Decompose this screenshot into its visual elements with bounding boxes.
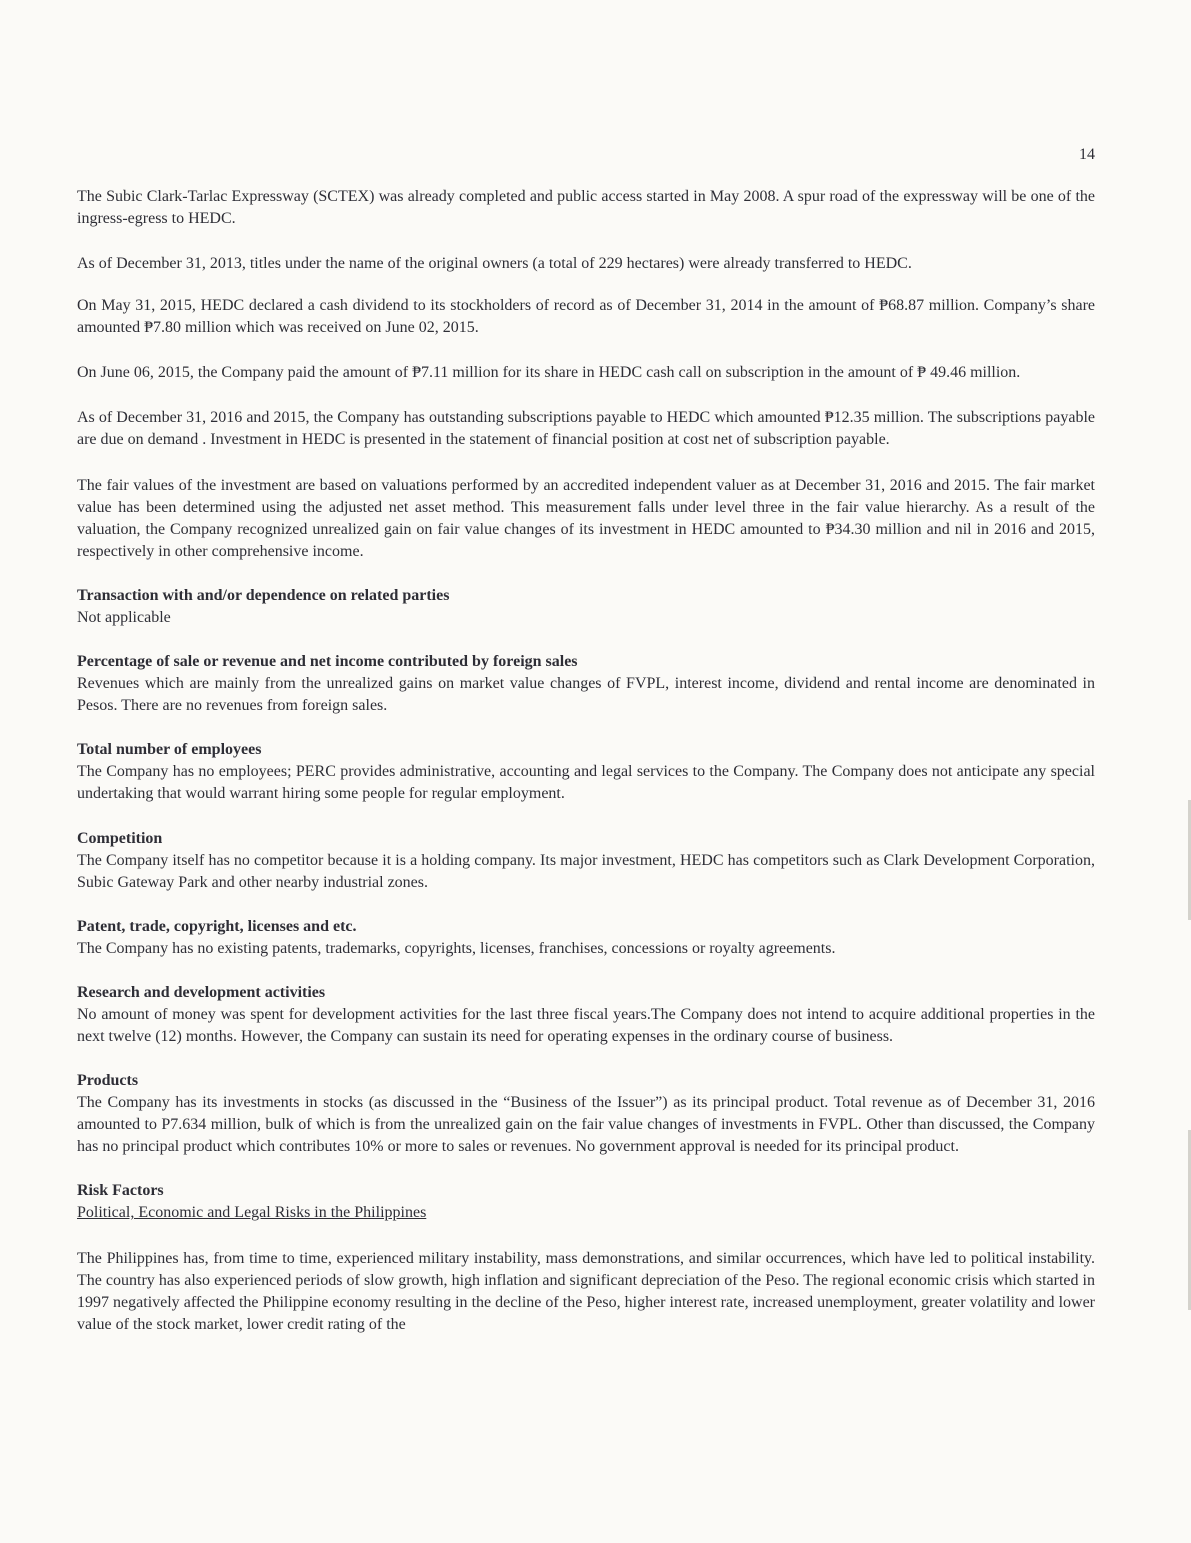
paragraph-fair-values: The fair values of the investment are based on valuations performed by an accredited independent valuer as at December 31, 2016 and 2015. The fair market value has been determined using the adjusted net asset method. This measurement falls under level three in the fair value hierarchy. As a result of the valuation, the Company recognized unrealized gain on fair value changes of its investment in HEDC amounted to ₱34.30 million and nil in 2016 and 2015, respectively in other comprehensive income.	[77, 477, 1095, 560]
paragraph-sctex: The Subic Clark-Tarlac Expressway (SCTEX) was already completed and public access started in May 2008. A spur road of the expressway will be one of the ingress-egress to HEDC.	[77, 188, 1095, 227]
body-products: The Company has its investments in stocks (as discussed in the “Business of the Issuer”) as its principal product. Total revenue as of December 31, 2016 amounted to P7.634 million, bulk of which is from the unrealized gain on the fair value changes of investments in FVPL. Other than discussed, the Company has no principal product which contributes 10% or more to sales or revenues. No government approval is needed for its principal product.	[77, 1094, 1095, 1155]
body-competition: The Company itself has no competitor because it is a holding company. Its major investment, HEDC has competitors such as Clark Development Corporation, Subic Gateway Park and other nearby industrial zones.	[77, 852, 1095, 891]
body-research: No amount of money was spent for development activities for the last three fiscal years.The Company does not intend to acquire additional properties in the next twelve (12) months. However, the Company can sustain its need for operating expenses in the ordinary course of business.	[77, 1006, 1095, 1045]
heading-related-parties: Transaction with and/or dependence on related parties	[77, 587, 450, 604]
body-employees: The Company has no employees; PERC provides administrative, accounting and legal services to the Company. The Company does not anticipate any special undertaking that would warrant hiring some people for regular employment.	[77, 763, 1095, 802]
paragraph-cash-dividend: On May 31, 2015, HEDC declared a cash dividend to its stockholders of record as of December 31, 2014 in the amount of ₱68.87 million. Company’s share amounted ₱7.80 million which was received on June 02, 2015.	[77, 297, 1095, 336]
heading-foreign-sales: Percentage of sale or revenue and net income contributed by foreign sales	[77, 653, 578, 670]
heading-patents: Patent, trade, copyright, licenses and etc.	[77, 918, 357, 935]
document-body	[77, 186, 1095, 1336]
heading-research: Research and development activities	[77, 984, 326, 1001]
paragraph-cash-call: On June 06, 2015, the Company paid the amount of ₱7.11 million for its share in HEDC cash call on subscription in the amount of ₱ 49.46 million.	[77, 364, 1021, 381]
body-political-risks: The Philippines has, from time to time, experienced military instability, mass demonstrations, and similar occurrences, which have led to political instability. The country has also experienced periods of slow growth, high inflation and significant depreciation of the Peso. The regional economic crisis which started in 1997 negatively affected the Philippine economy resulting in the decline of the Peso, higher interest rate, increased unemployment, greater volatility and lower value of the stock market, lower credit rating of the	[77, 1250, 1095, 1333]
paragraph-titles: As of December 31, 2013, titles under the name of the original owners (a total of 229 hectares) were already transferred to HEDC.	[77, 255, 912, 272]
page-number: 14	[1079, 146, 1095, 163]
paragraph-subscriptions-payable: As of December 31, 2016 and 2015, the Company has outstanding subscriptions payable to HEDC which amounted ₱12.35 million. The subscriptions payable are due on demand . Investment in HEDC is presented in the statement of financial position at cost net of subscription payable.	[77, 409, 1095, 448]
heading-competition: Competition	[77, 830, 163, 847]
body-foreign-sales: Revenues which are mainly from the unrealized gains on market value changes of FVPL, interest income, dividend and rental income are denominated in Pesos. There are no revenues from foreign sales.	[77, 675, 1095, 714]
body-patents: The Company has no existing patents, trademarks, copyrights, licenses, franchises, concessions or royalty agreements.	[77, 940, 836, 957]
body-related-parties: Not applicable	[77, 609, 171, 626]
heading-products: Products	[77, 1072, 139, 1089]
subheading-political-risks: Political, Economic and Legal Risks in the Philippines	[77, 1204, 427, 1221]
heading-employees: Total number of employees	[77, 741, 262, 758]
heading-risk-factors: Risk Factors	[77, 1182, 164, 1199]
